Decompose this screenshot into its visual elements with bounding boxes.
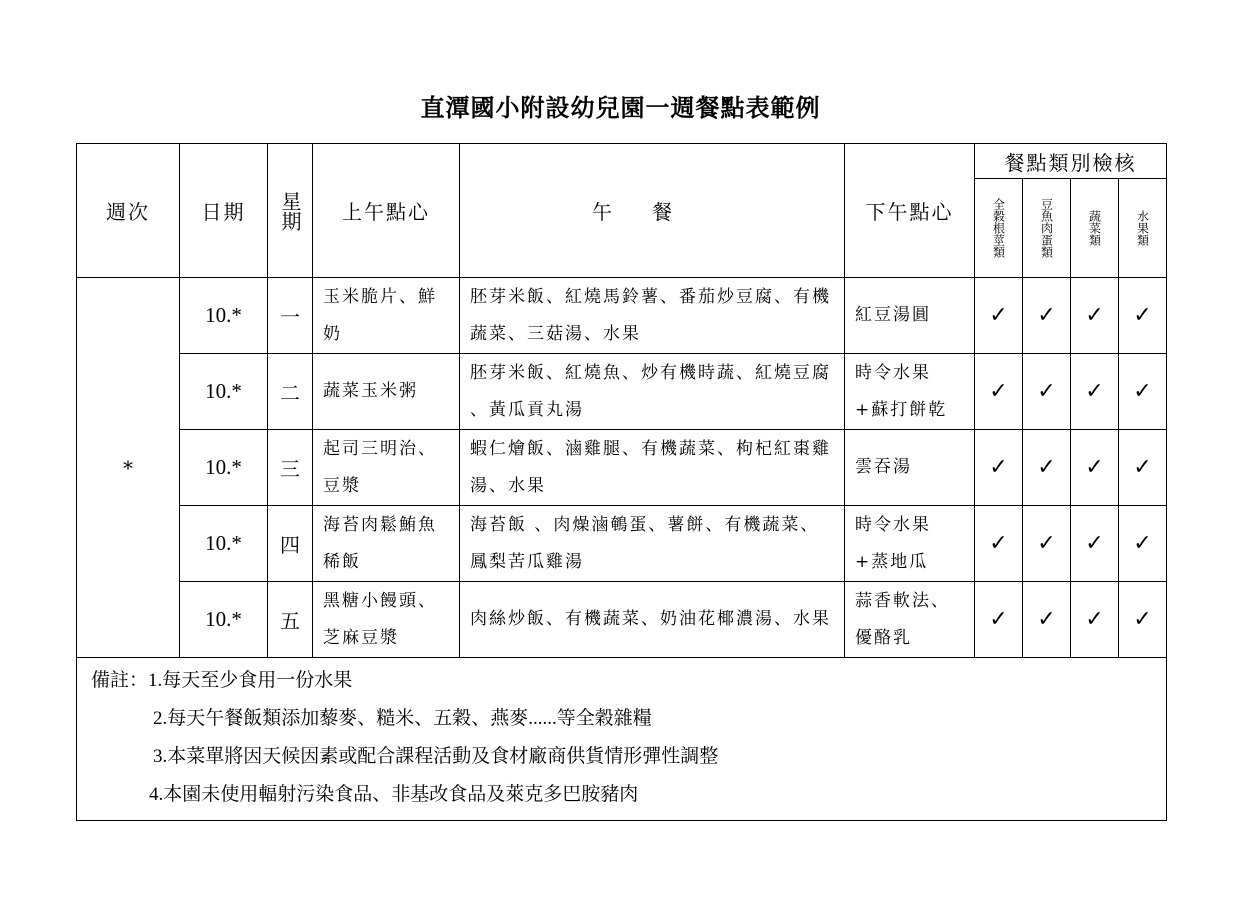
date-cell: 10.* bbox=[180, 506, 268, 582]
header-check-fruit: 水果類 bbox=[1135, 210, 1150, 246]
header-check-protein: 豆魚肉蛋類 bbox=[1039, 198, 1054, 258]
weekday-cell: 二 bbox=[268, 354, 313, 430]
check-mark: ✓ bbox=[1023, 278, 1071, 354]
header-check-grains-cell bbox=[975, 179, 1023, 278]
page-title: 直潭國小附設幼兒園一週餐點表範例 bbox=[420, 94, 821, 122]
date-cell: 10.* bbox=[180, 354, 268, 430]
check-mark: ✓ bbox=[975, 430, 1023, 506]
morning-snack-cell: 蔬菜玉米粥 bbox=[313, 354, 460, 430]
check-mark: ✓ bbox=[1023, 506, 1071, 582]
check-mark: ✓ bbox=[975, 582, 1023, 658]
weekly-menu-table bbox=[76, 143, 1167, 821]
check-mark: ✓ bbox=[1023, 354, 1071, 430]
note-line: 4.本園未使用輻射污染食品、非基改食品及萊克多巴胺豬肉 bbox=[149, 784, 639, 805]
check-mark: ✓ bbox=[1119, 430, 1167, 506]
lunch-cell: 胚芽米飯、紅燒魚、炒有機時蔬、紅燒豆腐 、黃瓜貢丸湯 bbox=[460, 354, 845, 430]
header-check-vegetables-cell bbox=[1071, 179, 1119, 278]
lunch-cell: 肉絲炒飯、有機蔬菜、奶油花椰濃湯、水果 bbox=[460, 582, 845, 658]
check-mark: ✓ bbox=[1071, 354, 1119, 430]
date-cell: 10.* bbox=[180, 278, 268, 354]
date-cell: 10.* bbox=[180, 430, 268, 506]
table-row bbox=[77, 354, 1167, 430]
morning-snack-cell: 起司三明治、豆漿 bbox=[313, 430, 460, 506]
check-mark: ✓ bbox=[1071, 278, 1119, 354]
header-check-protein-cell bbox=[1023, 179, 1071, 278]
morning-snack-cell: 黑糖小饅頭、芝麻豆漿 bbox=[313, 582, 460, 658]
check-mark: ✓ bbox=[1119, 582, 1167, 658]
morning-snack-cell: 海苔肉鬆鮪魚稀飯 bbox=[313, 506, 460, 582]
header-weekday: 星期 bbox=[278, 190, 302, 231]
check-mark: ✓ bbox=[1023, 430, 1071, 506]
check-mark: ✓ bbox=[1119, 354, 1167, 430]
check-mark: ✓ bbox=[1119, 506, 1167, 582]
header-check-vegetables: 蔬菜類 bbox=[1087, 210, 1102, 246]
header-afternoon-snack: 下午點心 bbox=[845, 144, 975, 278]
check-mark: ✓ bbox=[975, 278, 1023, 354]
note-line: 備註：1.每天至少食用一份水果 bbox=[91, 670, 353, 691]
afternoon-snack-cell: 雲吞湯 bbox=[845, 430, 975, 506]
note-line: 3.本菜單將因天候因素或配合課程活動及食材廠商供貨情形彈性調整 bbox=[153, 746, 719, 767]
table-row bbox=[77, 506, 1167, 582]
header-weekday-cell bbox=[268, 144, 313, 278]
header-check-grains: 全穀根莖類 bbox=[991, 198, 1006, 258]
afternoon-snack-cell: 時令水果+蒸地瓜 bbox=[845, 506, 975, 582]
header-check-fruit-cell bbox=[1119, 179, 1167, 278]
check-mark: ✓ bbox=[975, 354, 1023, 430]
date-cell: 10.* bbox=[180, 582, 268, 658]
weekday-cell: 五 bbox=[268, 582, 313, 658]
lunch-cell: 蝦仁燴飯、滷雞腿、有機蔬菜、枸杞紅棗雞湯、水果 bbox=[460, 430, 845, 506]
header-check-group: 餐點類別檢核 bbox=[975, 144, 1167, 179]
header-week: 週次 bbox=[77, 144, 180, 278]
table-row bbox=[77, 278, 1167, 354]
morning-snack-cell: 玉米脆片、鮮奶 bbox=[313, 278, 460, 354]
header-lunch: 午餐 bbox=[460, 144, 845, 278]
table-row bbox=[77, 430, 1167, 506]
lunch-cell: 胚芽米飯、紅燒馬鈴薯、番茄炒豆腐、有機蔬菜、三菇湯、水果 bbox=[460, 278, 845, 354]
table-row bbox=[77, 582, 1167, 658]
check-mark: ✓ bbox=[1071, 582, 1119, 658]
weekday-cell: 四 bbox=[268, 506, 313, 582]
header-date: 日期 bbox=[180, 144, 268, 278]
weekday-cell: 三 bbox=[268, 430, 313, 506]
check-mark: ✓ bbox=[1119, 278, 1167, 354]
header-morning-snack: 上午點心 bbox=[313, 144, 460, 278]
check-mark: ✓ bbox=[1023, 582, 1071, 658]
lunch-cell: 海苔飯 、肉燥滷鵪蛋、薯餅、有機蔬菜、鳳梨苦瓜雞湯 bbox=[460, 506, 845, 582]
notes-cell bbox=[77, 658, 1167, 821]
check-mark: ✓ bbox=[1071, 506, 1119, 582]
afternoon-snack-cell: 蒜香軟法、優酪乳 bbox=[845, 582, 975, 658]
check-mark: ✓ bbox=[1071, 430, 1119, 506]
header-row bbox=[77, 144, 1167, 179]
notes-row bbox=[77, 658, 1167, 821]
weekday-cell: 一 bbox=[268, 278, 313, 354]
check-mark: ✓ bbox=[975, 506, 1023, 582]
week-cell: * bbox=[77, 278, 180, 658]
afternoon-snack-cell: 時令水果+蘇打餅乾 bbox=[845, 354, 975, 430]
afternoon-snack-cell: 紅豆湯圓 bbox=[845, 278, 975, 354]
note-line: 2.每天午餐飯類添加藜麥、糙米、五穀、燕麥......等全穀雜糧 bbox=[153, 708, 652, 729]
